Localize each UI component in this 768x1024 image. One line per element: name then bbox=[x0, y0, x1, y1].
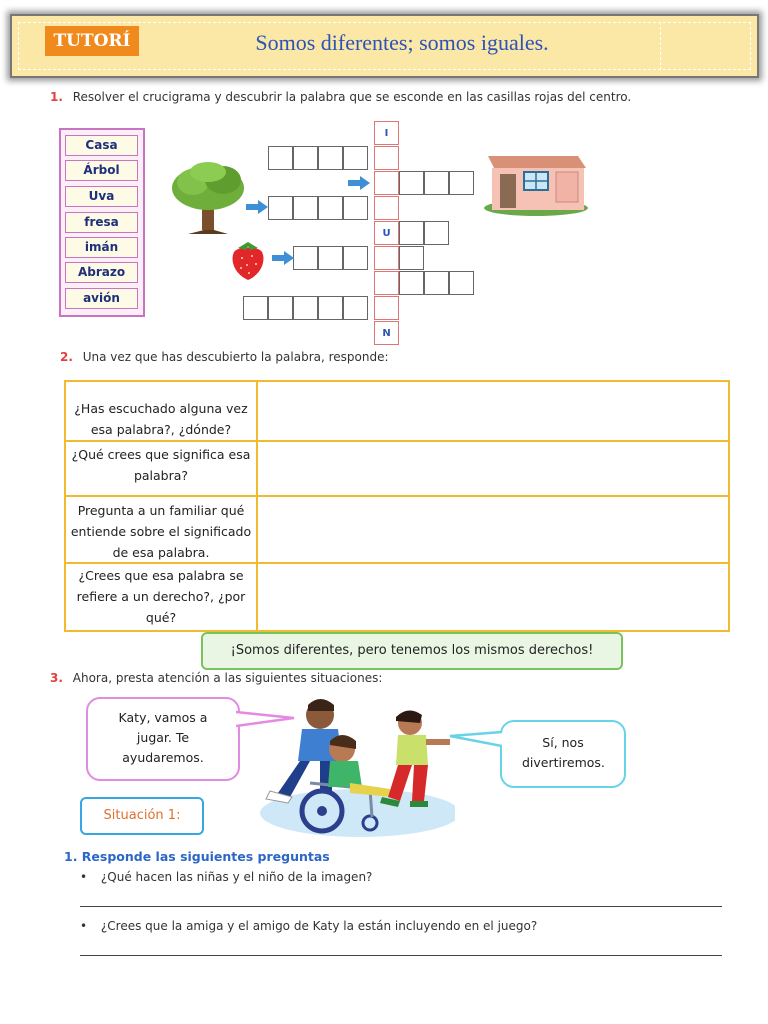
crossword-cell[interactable] bbox=[318, 246, 343, 270]
arrow-icon bbox=[348, 176, 370, 190]
crossword-cell[interactable] bbox=[268, 196, 293, 220]
table-question: Pregunta a un familiar qué entiende sobre el significado de esa palabra. bbox=[66, 500, 258, 562]
crossword-cell[interactable] bbox=[424, 271, 449, 295]
strawberry-icon bbox=[228, 238, 268, 282]
question-3-number: 3. bbox=[50, 671, 63, 685]
word-item: Abrazo bbox=[65, 262, 138, 283]
house-icon bbox=[482, 148, 590, 216]
crossword-cell[interactable] bbox=[399, 271, 424, 295]
crossword-letter: N bbox=[382, 328, 391, 339]
crossword-cell[interactable] bbox=[293, 246, 318, 270]
table-question: ¿Qué crees que significa esa palabra? bbox=[66, 444, 258, 494]
bullet-dot-icon: • bbox=[80, 919, 88, 933]
word-item: avión bbox=[65, 288, 138, 309]
crossword-cell[interactable] bbox=[268, 146, 293, 170]
table-divider bbox=[256, 564, 258, 630]
header-banner bbox=[10, 14, 759, 78]
question-table bbox=[64, 380, 730, 632]
question-3-text: Ahora, presta atención a las siguientes situaciones: bbox=[72, 671, 383, 685]
crossword-red-cell[interactable] bbox=[374, 271, 399, 295]
crossword-cell[interactable] bbox=[343, 196, 368, 220]
crossword-cell[interactable] bbox=[268, 296, 293, 320]
word-list bbox=[59, 128, 145, 317]
word-item: imán bbox=[65, 237, 138, 258]
word-item: Árbol bbox=[65, 160, 138, 181]
crossword-red-cell[interactable] bbox=[374, 221, 399, 245]
crossword-cell[interactable] bbox=[343, 296, 368, 320]
children-playing-illustration bbox=[250, 693, 455, 843]
crossword-cell[interactable] bbox=[318, 146, 343, 170]
header-divider bbox=[660, 22, 661, 70]
situation-label: Situación 1: bbox=[80, 797, 204, 835]
bullet-item bbox=[80, 919, 720, 933]
table-row bbox=[66, 382, 728, 442]
crossword-cell[interactable] bbox=[293, 196, 318, 220]
bullet-dot-icon: • bbox=[80, 870, 88, 884]
question-3 bbox=[50, 671, 650, 685]
crossword-cell[interactable] bbox=[399, 221, 424, 245]
question-2-number: 2. bbox=[60, 350, 73, 364]
crossword-cell[interactable] bbox=[343, 146, 368, 170]
arrow-icon bbox=[246, 200, 268, 214]
crossword-cell[interactable] bbox=[318, 296, 343, 320]
crossword-red-cell[interactable] bbox=[374, 296, 399, 320]
table-row bbox=[66, 562, 728, 630]
crossword-cell[interactable] bbox=[424, 221, 449, 245]
crossword-cell[interactable] bbox=[449, 171, 474, 195]
crossword-red-cell[interactable] bbox=[374, 121, 399, 145]
table-divider bbox=[256, 382, 258, 442]
bullet-text: ¿Qué hacen las niñas y el niño de la imagen? bbox=[100, 870, 373, 884]
crossword-cell[interactable] bbox=[293, 296, 318, 320]
crossword-red-cell[interactable] bbox=[374, 171, 399, 195]
question-1-text: Resolver el crucigrama y descubrir la palabra que se esconde en las casillas rojas del centro. bbox=[72, 90, 632, 104]
responde-heading: 1. Responde las siguientes preguntas bbox=[64, 849, 330, 864]
speech-tail-right bbox=[448, 728, 502, 750]
question-1 bbox=[50, 90, 750, 104]
tree-icon bbox=[168, 160, 250, 235]
crossword-cell[interactable] bbox=[424, 171, 449, 195]
crossword-red-cell[interactable] bbox=[374, 146, 399, 170]
arrow-icon bbox=[272, 251, 294, 265]
crossword-cell[interactable] bbox=[293, 146, 318, 170]
crossword-red-cell[interactable] bbox=[374, 246, 399, 270]
bullet-item bbox=[80, 870, 720, 884]
question-1-number: 1. bbox=[50, 90, 63, 104]
crossword-cell[interactable] bbox=[318, 196, 343, 220]
word-item: Casa bbox=[65, 135, 138, 156]
speech-bubble-right bbox=[500, 720, 626, 788]
table-row bbox=[66, 495, 728, 563]
crossword-cell[interactable] bbox=[399, 246, 424, 270]
table-row bbox=[66, 440, 728, 496]
crossword-cell[interactable] bbox=[343, 246, 368, 270]
table-divider bbox=[256, 442, 258, 496]
crossword-letter: U bbox=[382, 228, 391, 239]
question-2 bbox=[60, 350, 660, 364]
speech-bubble-right-text: Sí, nos divertiremos. bbox=[522, 735, 605, 770]
crossword-red-cell[interactable] bbox=[374, 321, 399, 345]
speech-bubble-left-text: Katy, vamos a jugar. Te ayudaremos. bbox=[118, 710, 208, 765]
crossword-cell[interactable] bbox=[243, 296, 268, 320]
answer-line[interactable] bbox=[80, 955, 722, 956]
answer-cell[interactable] bbox=[258, 382, 728, 442]
table-question: ¿Has escuchado alguna vez esa palabra?, ¿dónde? bbox=[66, 398, 258, 442]
bullet-text: ¿Crees que la amiga y el amigo de Katy la están incluyendo en el juego? bbox=[100, 919, 538, 933]
page-title: Somos diferentes; somos iguales. bbox=[255, 30, 549, 55]
table-divider bbox=[256, 497, 258, 563]
rights-message: ¡Somos diferentes, pero tenemos los mismos derechos! bbox=[201, 632, 623, 670]
question-2-text: Una vez que has descubierto la palabra, responde: bbox=[82, 350, 389, 364]
crossword-red-cell[interactable] bbox=[374, 196, 399, 220]
speech-bubble-left bbox=[86, 697, 240, 781]
crossword-cell[interactable] bbox=[399, 171, 424, 195]
crossword-cell[interactable] bbox=[449, 271, 474, 295]
answer-line[interactable] bbox=[80, 906, 722, 907]
word-item: fresa bbox=[65, 212, 138, 233]
tutoria-badge: TUTORÍ bbox=[45, 26, 139, 56]
word-item: Uva bbox=[65, 186, 138, 207]
crossword-letter: I bbox=[384, 128, 389, 139]
table-question: ¿Crees que esa palabra se refiere a un derecho?, ¿por qué? bbox=[66, 565, 258, 629]
